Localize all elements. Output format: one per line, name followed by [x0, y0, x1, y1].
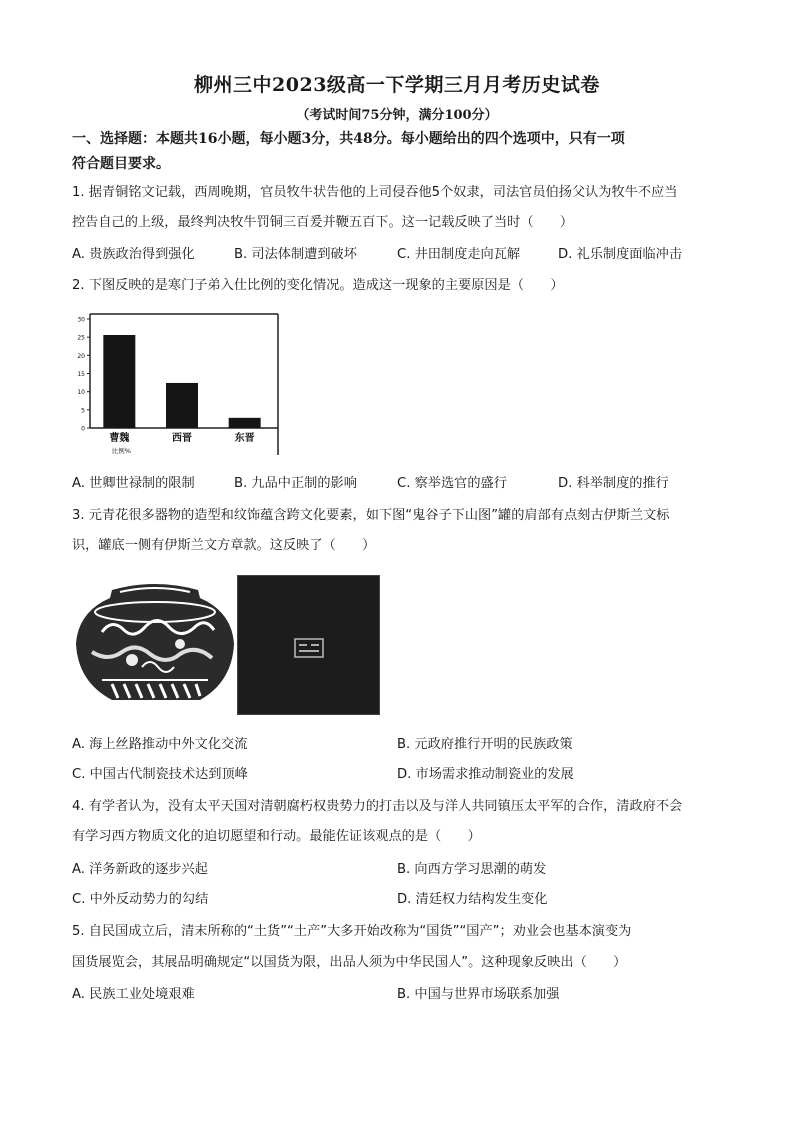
q3-stem: 3. 元青花很多器物的造型和纹饰蕴含跨文化要素，如下图“鬼谷子下山图”罐的肩部有点刻古伊斯兰文标: [72, 508, 670, 523]
y-tick-label: 10: [77, 389, 85, 397]
q2-option-b: B. 九品中正制的影响: [234, 476, 357, 491]
q1-option-d: D. 礼乐制度面临冲击: [558, 247, 683, 262]
section-heading-cont: 符合题目要求。: [72, 156, 170, 172]
x-tick-label: 东晋: [234, 433, 255, 444]
q3-option-b: B. 元政府推行开明的民族政策: [397, 737, 573, 752]
q1-option-b: B. 司法体制遭到破坏: [234, 247, 357, 262]
q4-option-c: C. 中外反动势力的勾结: [72, 892, 209, 907]
q5-option-a: A. 民族工业处境艰难: [72, 987, 195, 1002]
q4-stem: 4. 有学者认为，没有太平天国对清朝腐朽权贵势力的打击以及与洋人共同镇压太平军的合作，清政府不会: [72, 799, 683, 814]
q4-option-a: A. 洋务新政的逐步兴起: [72, 862, 208, 877]
y-tick-label: 25: [77, 334, 85, 342]
q3-option-c: C. 中国古代制瓷技术达到顶峰: [72, 767, 248, 782]
q4-option-b: B. 向西方学习思潮的萌发: [397, 862, 547, 877]
bar-西晋: [166, 383, 198, 428]
q5-stem-cont: 国货展览会，其展品明确规定“以国货为限，出品人须为中华民国人”。这种现象反映出（ ）: [72, 955, 627, 970]
bar-东晋: [229, 418, 261, 428]
q1-stem: 1. 据青铜铭文记载，西周晚期，官员牧牛状告他的上司侵吞他5个奴隶，司法官员伯扬父认为牧牛不应当: [72, 185, 678, 200]
q3-stem-cont: 识，罐底一侧有伊斯兰文方章款。这反映了（ ）: [72, 538, 376, 553]
q1-option-a: A. 贵族政治得到强化: [72, 247, 195, 262]
y-tick-label: 15: [77, 371, 85, 378]
y-tick-label: 30: [77, 316, 85, 324]
x-tick-label: 西晋: [172, 433, 192, 444]
q2-option-c: C. 察举选官的盛行: [397, 476, 507, 491]
q1-stem-cont: 控告自己的上级，最终判决牧牛罚铜三百爰并鞭五百下。这一记载反映了当时（ ）: [72, 215, 574, 230]
exam-subtitle: （考试时间75分钟，满分100分）: [296, 108, 498, 123]
q2-bar-chart: [72, 313, 282, 458]
bar-曹魏: [103, 335, 135, 428]
y-axis-label: 比例%: [111, 447, 131, 455]
y-tick-label: 0: [81, 425, 85, 433]
section-heading: 一、选择题：本题共16小题，每小题3分，共48分。每小题给出的四个选项中，只有一项: [72, 131, 625, 147]
q5-option-b: B. 中国与世界市场联系加强: [397, 987, 560, 1002]
y-tick-label: 5: [81, 407, 85, 415]
y-tick-label: 20: [77, 352, 85, 360]
q1-option-c: C. 井田制度走向瓦解: [397, 247, 521, 262]
exam-title: 柳州三中2023级高一下学期三月月考历史试卷: [194, 74, 600, 96]
q5-stem: 5. 自民国成立后，清末所称的“土货”“土产”大多开始改称为“国货”“国产”；劝业会也基本演变为: [72, 924, 632, 939]
x-tick-label: 曹魏: [109, 433, 130, 444]
seal-mark-image: [237, 575, 380, 715]
q3-option-d: D. 市场需求推动制瓷业的发展: [397, 767, 574, 782]
q2-option-d: D. 科举制度的推行: [558, 476, 669, 491]
porcelain-jar-image: [72, 572, 238, 712]
q3-option-a: A. 海上丝路推动中外文化交流: [72, 737, 248, 752]
q2-option-a: A. 世卿世禄制的限制: [72, 476, 195, 491]
q4-stem-cont: 有学习西方物质文化的迫切愿望和行动。最能佐证该观点的是（ ）: [72, 829, 481, 844]
q4-option-d: D. 清廷权力结构发生变化: [397, 892, 548, 907]
q2-stem: 2. 下图反映的是寒门子弟入仕比例的变化情况。造成这一现象的主要原因是（ ）: [72, 278, 564, 293]
